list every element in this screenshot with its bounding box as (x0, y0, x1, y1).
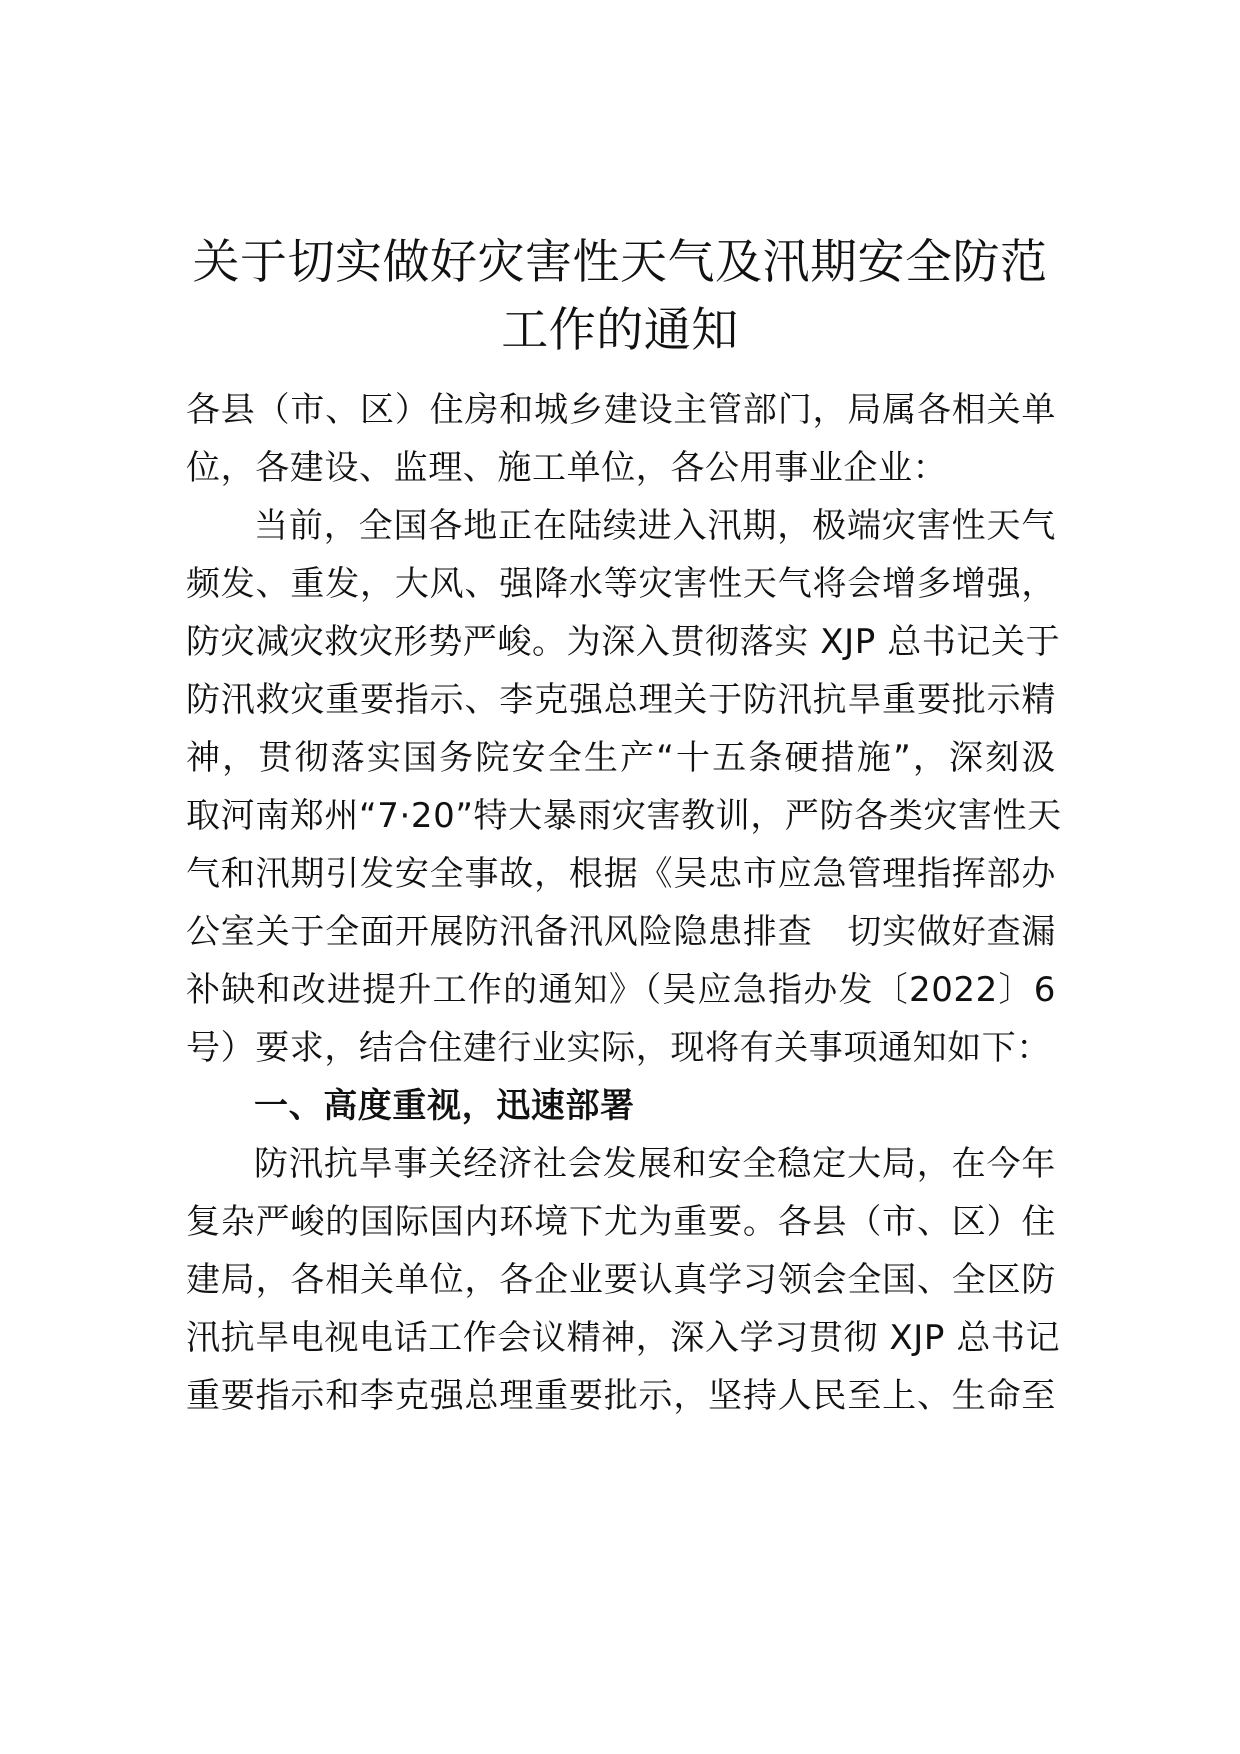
paragraph-line: 号）要求，结合住建行业实际，现将有关事项通知如下： (186, 1028, 1051, 1068)
paragraph-line: 当前，全国各地正在陆续进入汛期，极端灾害性天气 (254, 506, 1056, 546)
paragraph-line: 气和汛期引发安全事故，根据《吴忠市应急管理指挥部办 (186, 854, 1056, 894)
paragraph-line: 汛抗旱电视电话工作会议精神，深入学习贯彻 XJP 总书记 (186, 1318, 1061, 1358)
paragraph-line: 取河南郑州“7·20”特大暴雨灾害教训，严防各类灾害性天 (186, 796, 1062, 836)
paragraph-line: 公室关于全面开展防汛备汛风险隐患排查 切实做好查漏 (186, 912, 1056, 952)
paragraph-line: 重要指示和李克强总理重要批示，坚持人民至上、生命至 (186, 1376, 1056, 1416)
paragraph-line: 防灾减灾救灾形势严峻。为深入贯彻落实 XJP 总书记关于 (186, 622, 1061, 662)
paragraph-line: 神，贯彻落实国务院安全生产“十五条硬措施”，深刻汲 (186, 738, 1056, 778)
paragraph-line: 建局，各相关单位，各企业要认真学习领会全国、全区防 (186, 1260, 1056, 1300)
paragraph-line: 防汛救灾重要指示、李克强总理关于防汛抗旱重要批示精 (186, 680, 1056, 720)
salutation-line-2: 位，各建设、监理、施工单位，各公用事业企业： (186, 448, 948, 488)
salutation-line-1: 各县（市、区）住房和城乡建设主管部门，局属各相关单 (186, 390, 1056, 430)
document-title-line-1: 关于切实做好灾害性天气及汛期安全防范 (192, 235, 1048, 290)
section-heading: 一、高度重视，迅速部署 (254, 1086, 635, 1126)
paragraph-line: 防汛抗旱事关经济社会发展和安全稳定大局，在今年 (254, 1144, 1056, 1184)
paragraph-line: 频发、重发，大风、强降水等灾害性天气将会增多增强， (186, 564, 1056, 604)
document-title-line-2: 工作的通知 (501, 303, 739, 358)
paragraph-line: 复杂严峻的国际国内环境下尤为重要。各县（市、区）住 (186, 1202, 1056, 1242)
paragraph-line: 补缺和改进提升工作的通知》（吴应急指办发〔2022〕6 (186, 970, 1056, 1010)
